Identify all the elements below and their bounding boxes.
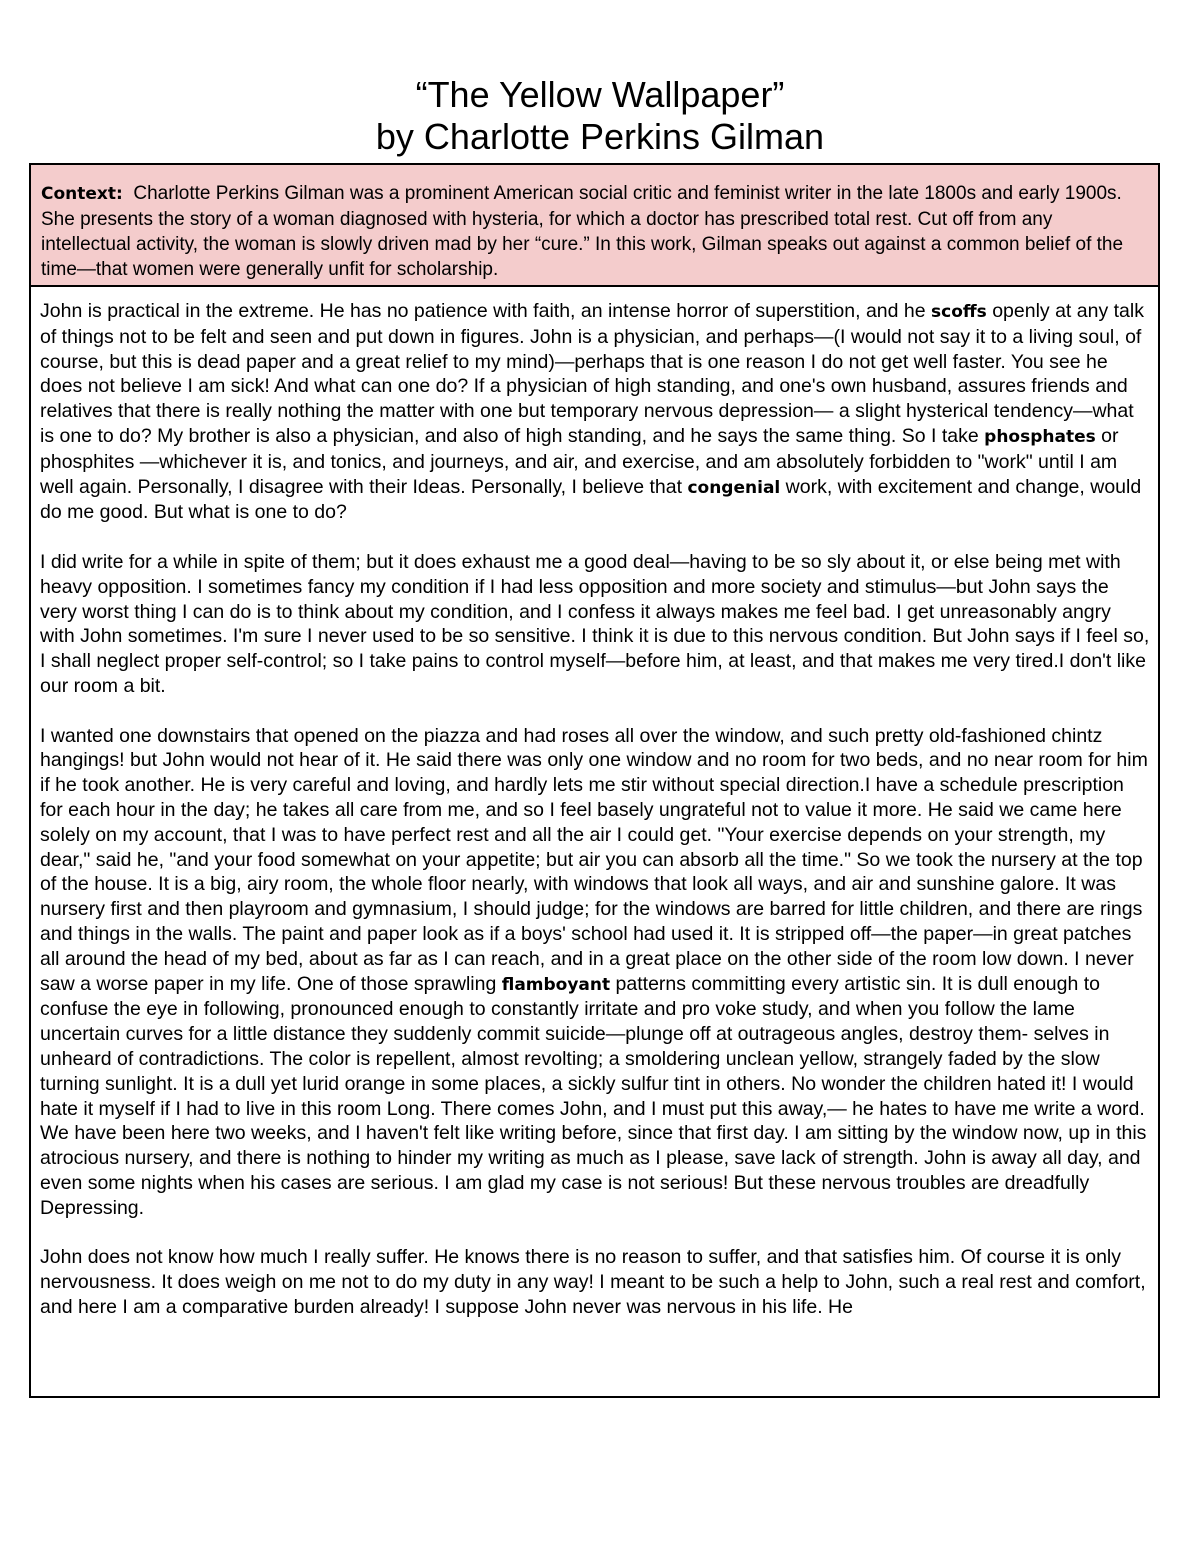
paragraph-4: John does not know how much I really suffer. He knows there is no reason to suffer, and that satisfies him. Of course it is only nervousness. It does weigh on me not to do my duty in any way! I meant to be such a help to John, such a real rest and comfort, and here I am a comparative burden already! I suppose John never was nervous in his life. He	[40, 1246, 1146, 1318]
paragraph-text: John is practical in the extreme. He has no patience with faith, an intense horror of superstition, and he	[40, 300, 932, 322]
paragraph-text: openly at any talk of things not to be felt and seen and put down in figures. John is a physician, and perhaps—(I would not say it to a living soul, of course, but this is dead paper and a great relief to my mind)—perhaps that is one reason I do not get well faster. You see he does not believe I am sick! And what can one do? If a physician of high standing, and one's own husband, assures friends and relatives that there is really nothing the matter with one but temporary nervous depression— a slight hysterical tendency—what is one to do? My brother is also a physician, and also of high standing, and he says the same thing. So I take	[40, 300, 1144, 447]
document-title	[0, 74, 1200, 158]
paragraph-3	[40, 724, 1150, 1221]
author-line: by Charlotte Perkins Gilman	[375, 116, 825, 157]
paragraph-text: patterns committing every artistic sin. It is dull enough to confuse the eye in following, pronounced enough to constantly irritate and pro voke study, and when you follow the lame uncertain curves for a little distance they suddenly commit suicide—plunge off at outrageous angles, destroy them- selves in unheard of contradictions. The color is repellent, almost revolting; a smoldering unclean yellow, strangely faded by the slow turning sunlight. It is a dull yet lurid orange in some places, a sickly sulfur tint in others. No wonder the children hated it! I would hate it myself if I had to live in this room Long. There comes John, and I must put this away,— he hates to have me write a word. We have been here two weeks, and I haven't felt like writing before, since that first day. I am sitting by the window now, up in this atrocious nursery, and there is nothing to hinder my writing as much as I please, save lack of strength. John is away all day, and even some nights when his cases are serious. I am glad my case is not serious! But these nervous troubles are dreadfully Depressing.	[40, 972, 1147, 1219]
paragraph-text: I wanted one downstairs that opened on the piazza and had roses all over the window, and such pretty old-fashioned chintz hangings! but John would not hear of it. He said there was only one window and no room for two beds, and no near room for him if he took another. He is very careful and loving, and hardly lets me stir without special direction.I have a schedule prescription for each hour in the day; he takes all care from me, and so I feel basely ungrateful not to value it more. He said we came here solely on my account, that I was to have perfect rest and all the air I could get. "Your exercise depends on your strength, my dear," said he, "and your food somewhat on your appetite; but air you can absorb all the time." So we took the nursery at the top of the house. It is a big, airy room, the whole floor nearly, with windows that look all ways, and air and sunshine galore. It was nursery first and then playroom and gymnasium, I should judge; for the windows are barred for little children, and there are rings and things in the walls. The paint and paper look as if a boys' school had used it. It is stripped off—the paper—in great patches all around the head of my bed, about as far as I can reach, and in a great place on the other side of the room low down. I never saw a worse paper in my life. One of those sprawling	[40, 724, 1148, 995]
title-line: “The Yellow Wallpaper”	[415, 74, 785, 115]
paragraph-text: work, with excitement and change, would do me good. But what is one to do?	[40, 475, 1142, 524]
paragraph-1	[40, 299, 1150, 525]
paragraph-2: I did write for a while in spite of them; but it does exhaust me a good deal—having to be so sly about it, or else being met with heavy opposition. I sometimes fancy my condition if I had less opposition and more society and stimulus—but John says the very worst thing I can do is to think about my condition, and I confess it always makes me feel bad. I get unreasonably angry with John sometimes. I'm sure I never used to be so sensitive. I think it is due to this nervous condition. But John says if I feel so, I shall neglect proper self-control; so I take pains to control myself—before him, at least, and that makes me very tired.I don't like our room a bit.	[40, 550, 1150, 697]
paragraph-text: or phosphites —whichever it is, and tonics, and journeys, and air, and exercise, and am absolutely forbidden to "work" until I am well again. Personally, I disagree with their Ideas. Personally, I believe that	[40, 424, 1119, 498]
vocab-word-scoffs: scoffs	[931, 302, 987, 322]
text-frame	[29, 163, 1160, 1398]
vocab-word-phosphates: phosphates	[984, 426, 1096, 447]
context-box	[31, 165, 1158, 287]
context-label: Context:	[41, 184, 123, 204]
context-text: Charlotte Perkins Gilman was a prominent American social critic and feminist writer in the late 1800s and early 1900s. She presents the story of a woman diagnosed with hysteria, for which a doctor has prescribed total rest. Cut off from any intellectual activity, the woman is slowly driven mad by her “cure.” In this work, Gilman speaks out against a common belief of the time—that women were generally unfit for scholarship.	[41, 183, 1124, 280]
story-excerpt	[31, 287, 1158, 1320]
vocab-word-congenial: congenial	[687, 477, 781, 498]
vocab-word-flamboyant: flamboyant	[501, 974, 611, 995]
